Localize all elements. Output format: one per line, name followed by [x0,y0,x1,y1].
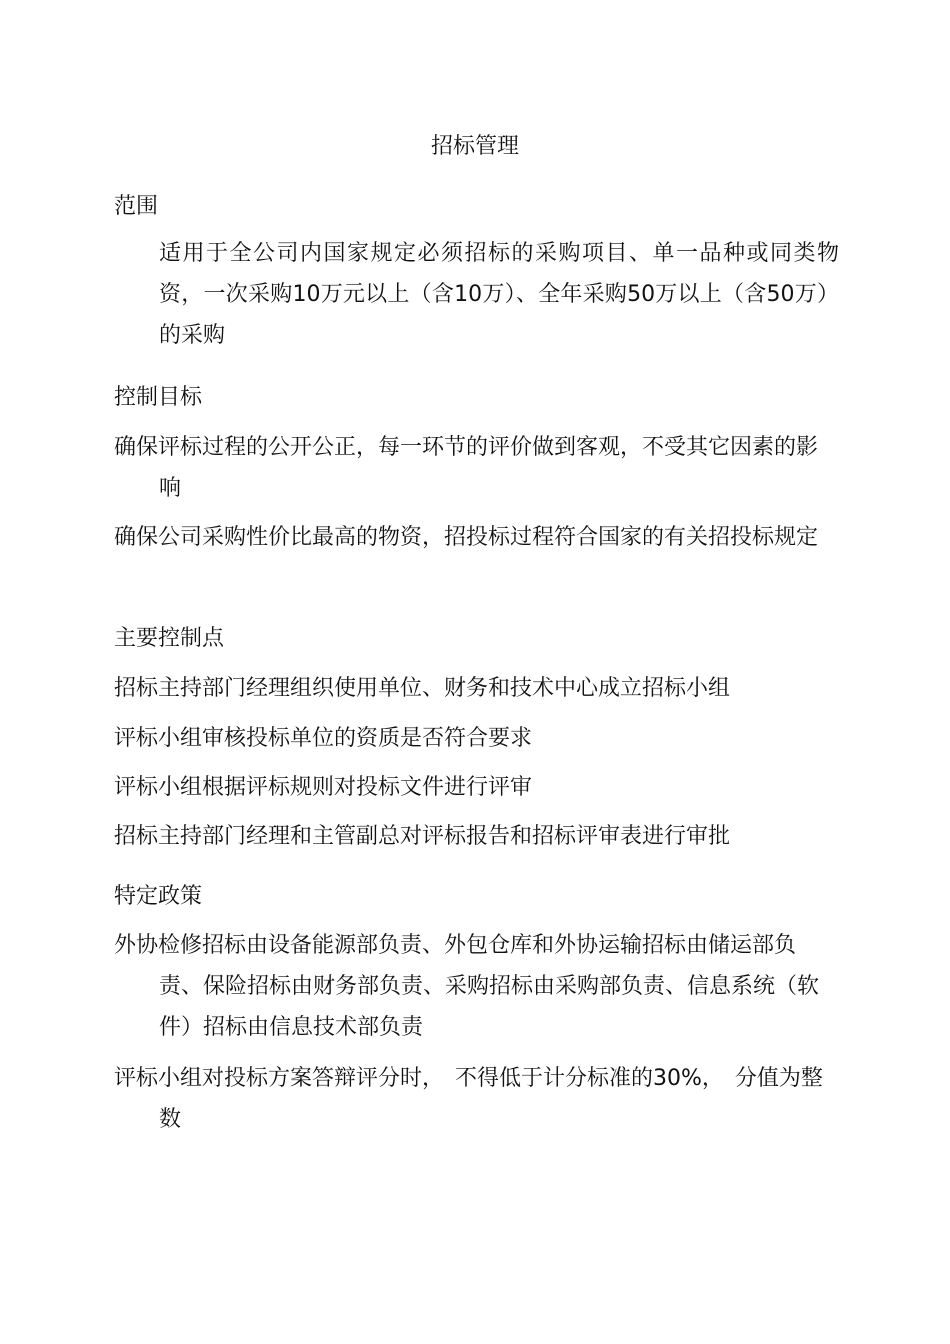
control-point-item: 招标主持部门经理和主管副总对评标报告和招标评审表进行审批 [114,824,731,849]
objective-item: 确保评标过程的公开公正，每一环节的评价做到客观，不受其它因素的影响 [114,435,819,501]
document-title: 招标管理 [430,134,519,159]
control-point-item: 评标小组根据评标规则对投标文件进行评审 [114,775,533,800]
section-heading-scope: 范围 [114,194,159,219]
scope-paragraph: 适用于全公司内国家规定必须招标的采购项目、单一品种或同类物资，一次采购10万元以上（含10万）、全年采购50万以上（含50万）的采购 [159,241,839,348]
policy-item: 评标小组对投标方案答辩评分时， 不得低于计分标准的30%， 分值为整数 [114,1066,823,1132]
control-point-item: 招标主持部门经理组织使用单位、财务和技术中心成立招标小组 [114,676,731,701]
policy-item: 外协检修招标由设备能源部负责、外包仓库和外协运输招标由储运部负责、保险招标由财务部负责、采购招标由采购部负责、信息系统（软件）招标由信息技术部负责 [114,933,820,1040]
section-heading-control-points: 主要控制点 [114,626,225,651]
objective-item: 确保公司采购性价比最高的物资，招投标过程符合国家的有关招投标规定 [114,525,819,550]
control-point-item: 评标小组审核投标单位的资质是否符合要求 [114,726,533,751]
section-heading-policies: 特定政策 [114,884,203,909]
section-heading-objectives: 控制目标 [114,385,203,410]
